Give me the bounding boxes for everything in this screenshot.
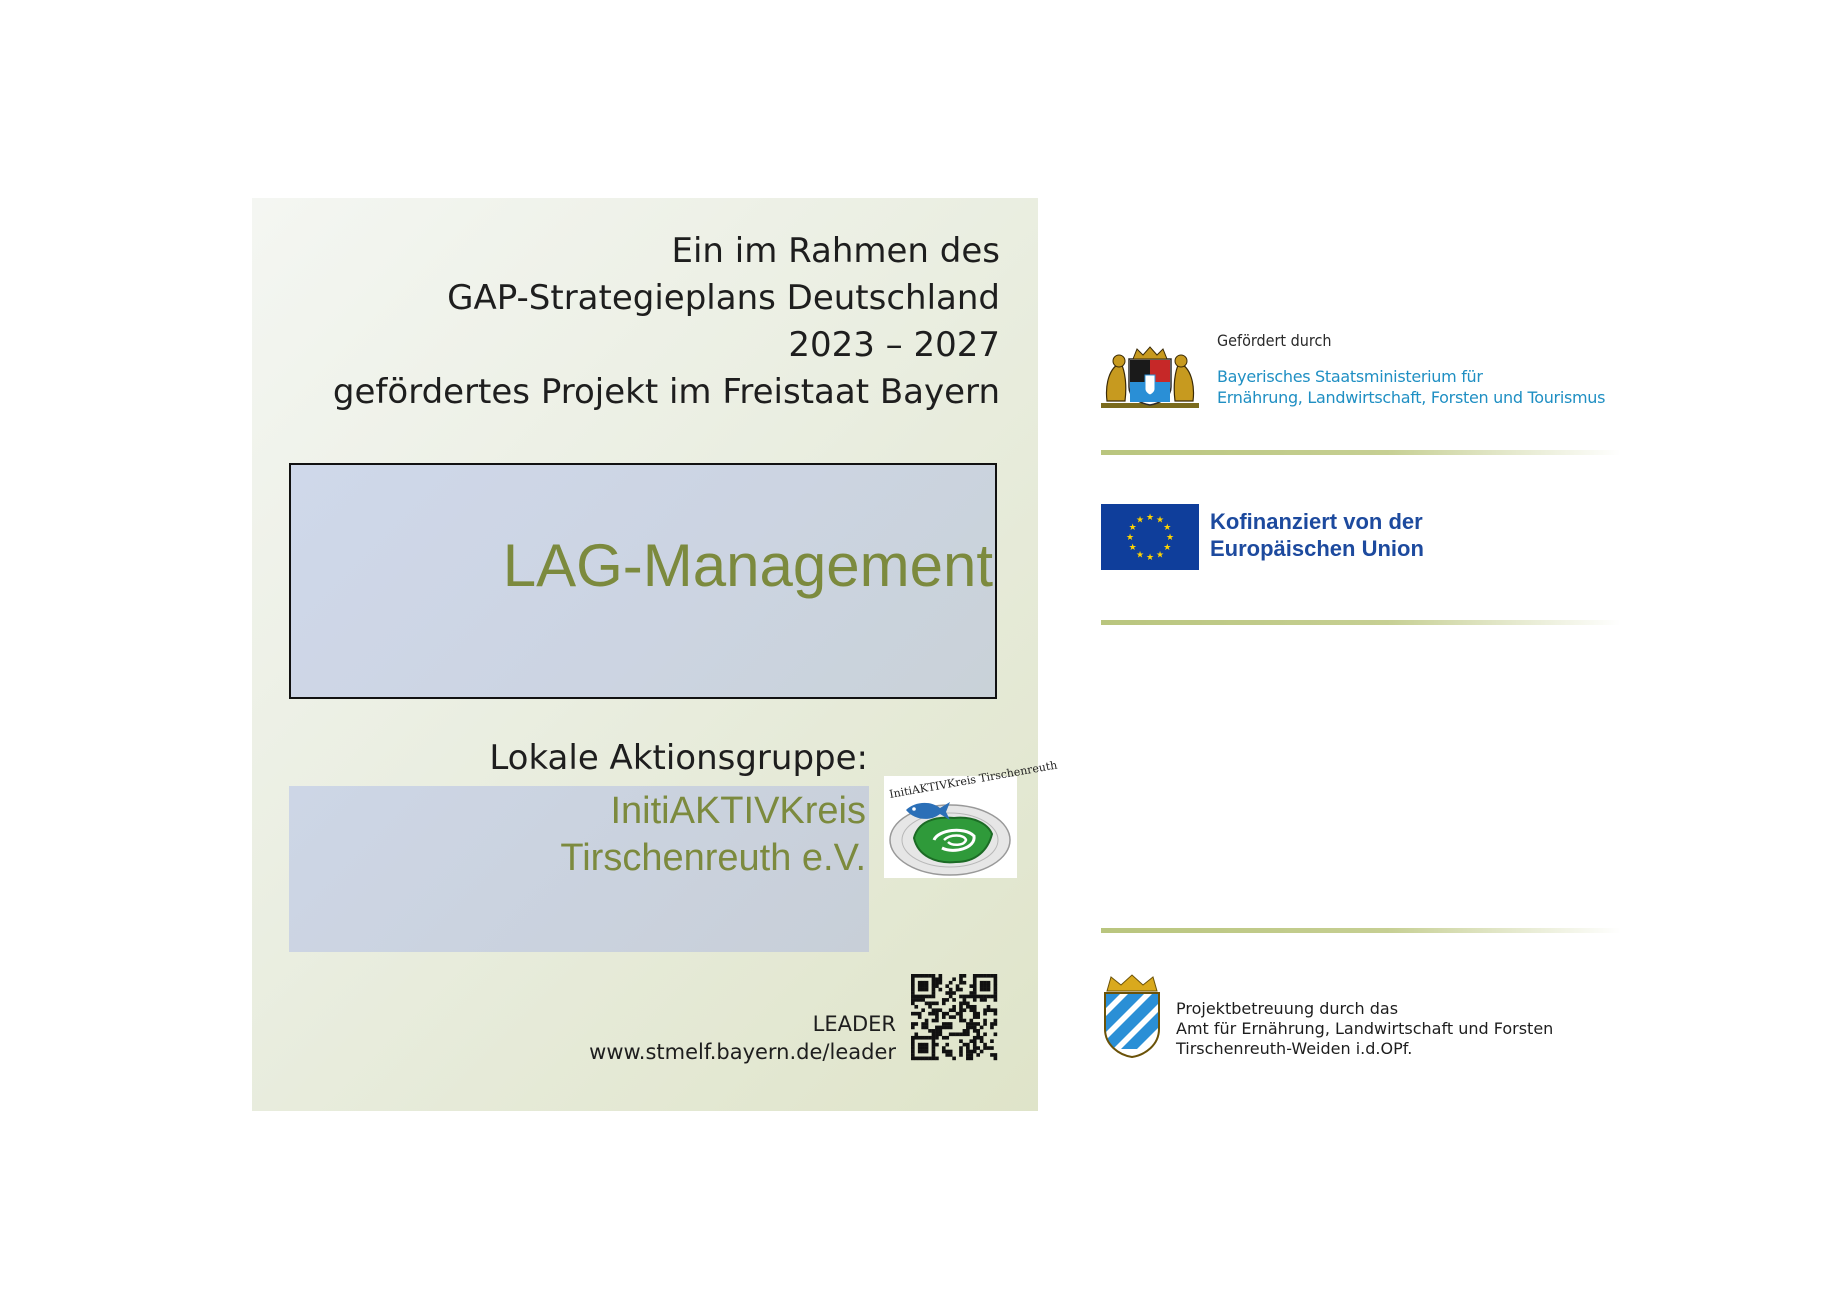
leader-sign-panel [252,198,1059,1111]
lag-name-line-2: Tirschenreuth e.V. [560,837,866,879]
bavarian-coat-of-arms [1101,345,1199,409]
sign-headline [260,228,1000,416]
eu-star: ★ [1145,513,1155,523]
eu-star: ★ [1128,543,1137,553]
lag-name [560,788,866,882]
eu-cofinanced-text [1210,508,1424,562]
leader-url[interactable]: www.stmelf.bayern.de/leader [589,1040,896,1064]
divider-3 [1101,928,1621,933]
lag-label: Lokale Aktionsgruppe: [489,738,868,778]
lag-name-line-1: InitiAKTIVKreis [610,790,866,832]
ministry-line-2: Ernährung, Landwirtschaft, Forsten und Tourismus [1217,388,1606,407]
eu-star: ★ [1163,523,1172,533]
eu-star: ★ [1135,515,1145,526]
eu-star: ★ [1155,515,1165,526]
support-line-1: Projektbetreuung durch das [1176,999,1399,1018]
project-support-text [1176,999,1553,1059]
eu-star: ★ [1145,553,1155,563]
eu-flag-icon [1101,504,1199,570]
eu-line-2: Europäischen Union [1210,536,1424,561]
headline-line-1: Ein im Rahmen des [671,231,1000,271]
headline-line-3: 2023 – 2027 [788,325,1000,365]
lag-logo [884,758,1059,878]
project-title-box [289,463,997,699]
support-line-3: Tirschenreuth-Weiden i.d.OPf. [1176,1039,1413,1058]
lag-logo-lettering: InitiAKTIVKreis Tirschenreuth [888,758,1059,801]
leader-info [589,1010,896,1066]
funded-by-label: Gefördert durch [1217,331,1332,350]
eu-star: ★ [1128,523,1137,533]
bavarian-diamond-shield-icon [1101,973,1163,1059]
qr-code[interactable] [911,974,997,1060]
eu-star: ★ [1163,543,1172,553]
divider-1 [1101,450,1621,455]
project-title: LAG-Management [502,532,993,599]
ministry-line-1: Bayerisches Staatsministerium für [1217,367,1483,386]
eu-star: ★ [1165,533,1175,543]
leader-label: LEADER [812,1012,896,1036]
ministry-name [1217,366,1605,408]
eu-star: ★ [1135,550,1145,561]
support-line-2: Amt für Ernährung, Landwirtschaft und Forsten [1176,1019,1554,1038]
eu-star: ★ [1155,550,1165,561]
headline-line-2: GAP-Strategieplans Deutschland [447,278,1000,318]
eu-star: ★ [1125,533,1135,543]
divider-2 [1101,620,1621,625]
eu-line-1: Kofinanziert von der [1210,509,1423,534]
headline-line-4: gefördertes Projekt im Freistaat Bayern [332,372,1000,412]
